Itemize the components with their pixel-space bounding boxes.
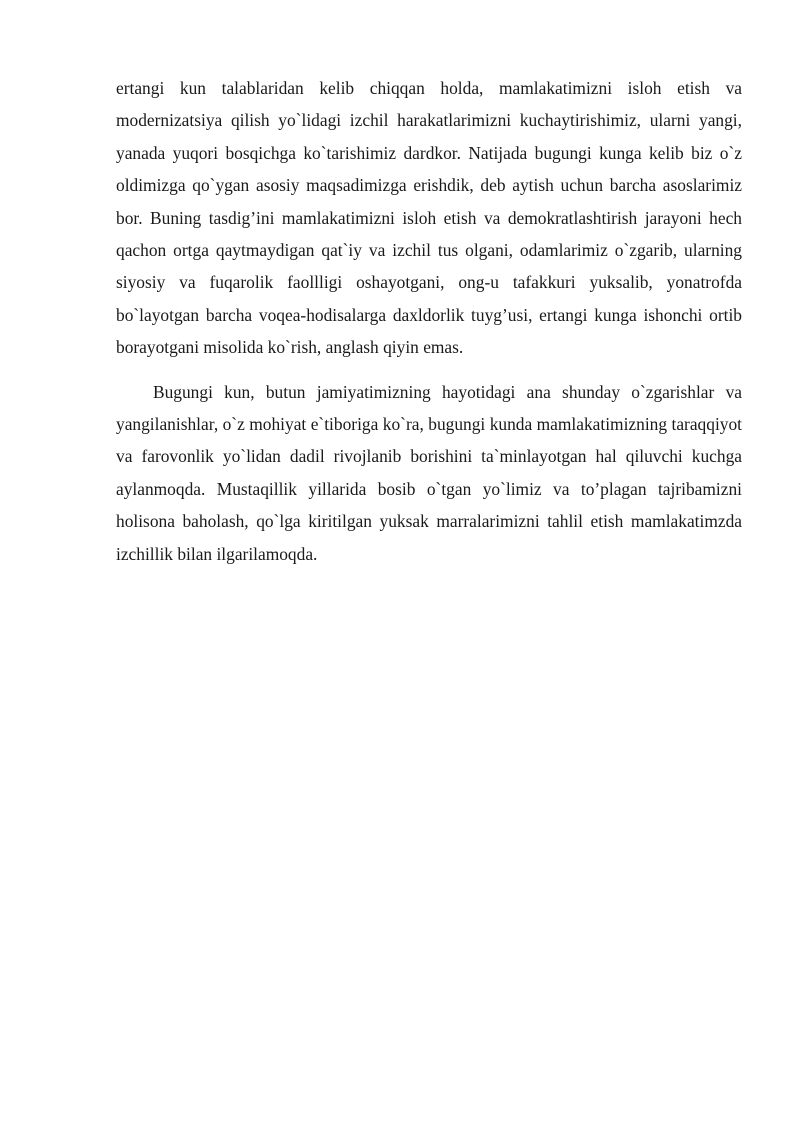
body-text — [116, 72, 742, 582]
paragraph-continued: ertangi kun talablaridan kelib chiqqan holda, mamlakatimizni isloh etish va modernizatsiya qilish yo`lidagi izchil harakatlarimizni kuchaytirishimiz, ularni yangi, yanada yuqori bosqichga ko`tarishimiz dardkor. Natijada bugungi kunga kelib biz o`z oldimizga qo`ygan asosiy maqsadimizga erishdik, deb aytish uchun barcha asoslarimiz bor. Buning tasdig’ini mamlakatimizni isloh etish va demokratlashtirish jarayoni hech qachon ortga qaytmaydigan qat`iy va izchil tus olgani, odamlarimiz o`zgarib, ularning siyosiy va fuqarolik faollligi oshayotgani, ong-u tafakkuri yuksalib, yonatrofda bo`layotgan barcha voqea-hodisalarga daxldorlik tuyg’usi, ertangi kunga ishonchi ortib borayotgani misolida ko`rish, anglash qiyin emas. — [116, 78, 742, 358]
paragraph: Bugungi kun, butun jamiyatimizning hayotidagi ana shunday o`zgarishlar va yangilanishlar, o`z mohiyat e`tiboriga ko`ra, bugungi kunda mamlakatimizning taraqqiyot va farovonlik yo`lidan dadil rivojlanib borishini ta`minlayotgan hal qiluvchi kuchga aylanmoqda. Mustaqillik yillarida bosib o`tgan yo`limiz va to’plagan tajribamizni holisona baholash, qo`lga kiritilgan yuksak marralarimizni tahlil etish mamlakatimzda izchillik bilan ilgarilamoqda. — [116, 381, 742, 564]
